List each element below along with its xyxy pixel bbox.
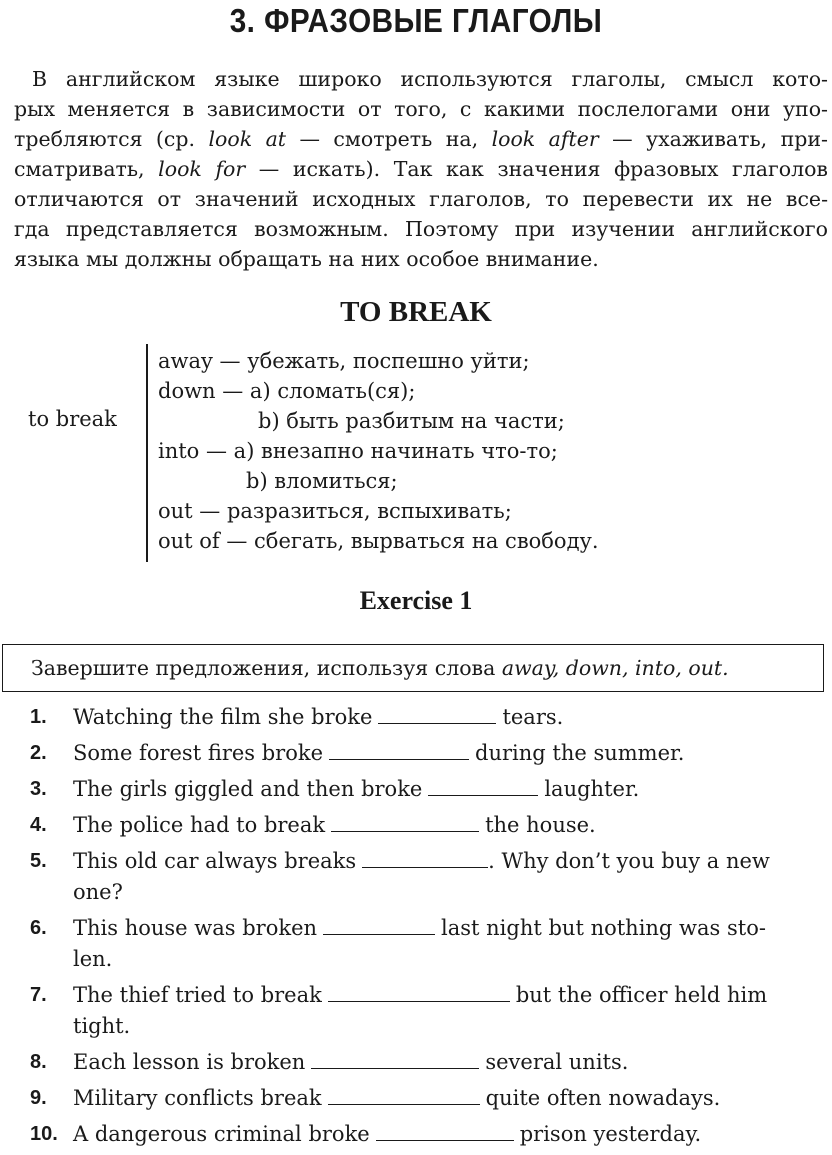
intro-line: В английском языке широко используются глаголы, смысл кото- <box>32 67 828 91</box>
particle-list <box>158 346 599 556</box>
answer-blank[interactable] <box>376 1120 514 1141</box>
intro-line: гда представляется возможным. Поэтому при изучении английского <box>14 217 828 241</box>
item-text: This old car always breaks <box>73 849 357 873</box>
answer-blank[interactable] <box>378 703 496 724</box>
item-text: The thief tried to break <box>73 983 322 1007</box>
dash: — <box>612 127 633 151</box>
item-text: during the summer. <box>475 741 685 765</box>
item-number: 2. <box>30 742 47 764</box>
item-number: 5. <box>30 850 47 872</box>
item-number: 10. <box>30 1123 58 1145</box>
item-text: but the officer held him <box>515 983 768 1007</box>
instruction-words: away, down, into, out. <box>501 656 729 680</box>
verb-label: to break <box>28 407 117 431</box>
exercise-items <box>0 702 832 1155</box>
exercise-item <box>0 774 832 805</box>
item-number: 3. <box>30 778 47 800</box>
item-text: prison yesterday. <box>519 1122 702 1146</box>
item-text: quite often nowadays. <box>485 1086 721 1110</box>
item-text: Each lesson is broken <box>73 1050 306 1074</box>
item-text: laughter. <box>544 777 640 801</box>
intro-line: отличаются от значений исходных глаголов, то перевести их не все- <box>14 187 828 211</box>
answer-blank[interactable] <box>428 775 538 796</box>
dash: — <box>299 127 320 151</box>
item-text: the house. <box>485 813 596 837</box>
intro-text: требляются (ср. <box>14 127 209 151</box>
particle-entry: into — a) внезапно начинать что-то; <box>158 439 558 463</box>
exercise-item <box>0 913 832 975</box>
particle-entry: out of — сбегать, вырваться на свободу. <box>158 529 599 553</box>
particle-entry: out — разразиться, вспыхивать; <box>158 499 512 523</box>
item-text: Military conflicts break <box>73 1086 322 1110</box>
exercise-item <box>0 702 832 733</box>
verb-heading: TO BREAK <box>340 296 492 328</box>
item-number: 9. <box>30 1087 47 1109</box>
exercise-item <box>0 738 832 769</box>
instruction-text: Завершите предложения, используя слова <box>31 656 502 680</box>
exercise-item <box>0 846 832 908</box>
item-number: 7. <box>30 984 47 1006</box>
intro-paragraph <box>14 64 828 274</box>
item-text: . Why don’t you buy a new <box>488 849 770 873</box>
item-text: tight. <box>73 1014 131 1038</box>
example-look-at: look at <box>208 127 287 151</box>
answer-blank[interactable] <box>328 981 510 1002</box>
item-number: 8. <box>30 1051 47 1073</box>
exercise-item <box>0 810 832 841</box>
item-text: last night but nothing was sto- <box>441 916 766 940</box>
particle-entry: b) вломиться; <box>246 469 398 493</box>
item-text: several units. <box>485 1050 629 1074</box>
answer-blank[interactable] <box>328 1084 480 1105</box>
answer-blank[interactable] <box>311 1048 479 1069</box>
particle-entry: away — убежать, поспешно уйти; <box>158 349 530 373</box>
intro-line: языка мы должны обращать на них особое внимание. <box>14 247 599 271</box>
answer-blank[interactable] <box>331 811 479 832</box>
item-text: The police had to break <box>73 813 326 837</box>
example-look-for: look for <box>158 157 246 181</box>
intro-text: искать). Так как значения фразовых глаголов <box>292 157 828 181</box>
answer-blank[interactable] <box>362 847 488 868</box>
item-text: The girls giggled and then broke <box>73 777 423 801</box>
intro-line: рых меняется в зависимости от того, с какими послелогами они упо- <box>14 97 828 121</box>
instruction-box <box>2 644 824 692</box>
item-text: Some forest fires broke <box>73 741 324 765</box>
intro-line <box>14 124 828 154</box>
item-text: Watching the film she broke <box>73 705 373 729</box>
item-number: 1. <box>30 706 47 728</box>
particle-entry: down — a) сломать(ся); <box>158 379 416 403</box>
intro-line <box>14 154 828 184</box>
intro-text: ухаживать, при- <box>646 127 828 151</box>
intro-text: сматривать, <box>14 157 159 181</box>
example-look-after: look after <box>491 127 599 151</box>
exercise-item <box>0 1083 832 1114</box>
answer-blank[interactable] <box>323 914 435 935</box>
item-text: A dangerous criminal broke <box>73 1122 370 1146</box>
item-number: 6. <box>30 917 47 939</box>
exercise-item <box>0 1047 832 1078</box>
answer-blank[interactable] <box>329 739 469 760</box>
intro-text: смотреть на, <box>333 127 479 151</box>
item-number: 4. <box>30 814 47 836</box>
item-text: This house was broken <box>73 916 318 940</box>
item-text: len. <box>73 947 113 971</box>
chapter-title: 3. ФРАЗОВЫЕ ГЛАГОЛЫ <box>229 2 603 39</box>
exercise-title: Exercise 1 <box>359 586 473 615</box>
particle-entry: b) быть разбитым на части; <box>258 409 565 433</box>
exercise-item <box>0 980 832 1042</box>
exercise-item <box>0 1119 832 1150</box>
item-text: one? <box>73 880 123 904</box>
dash: — <box>258 157 280 181</box>
item-text: tears. <box>502 705 564 729</box>
bracket-line <box>146 344 148 562</box>
